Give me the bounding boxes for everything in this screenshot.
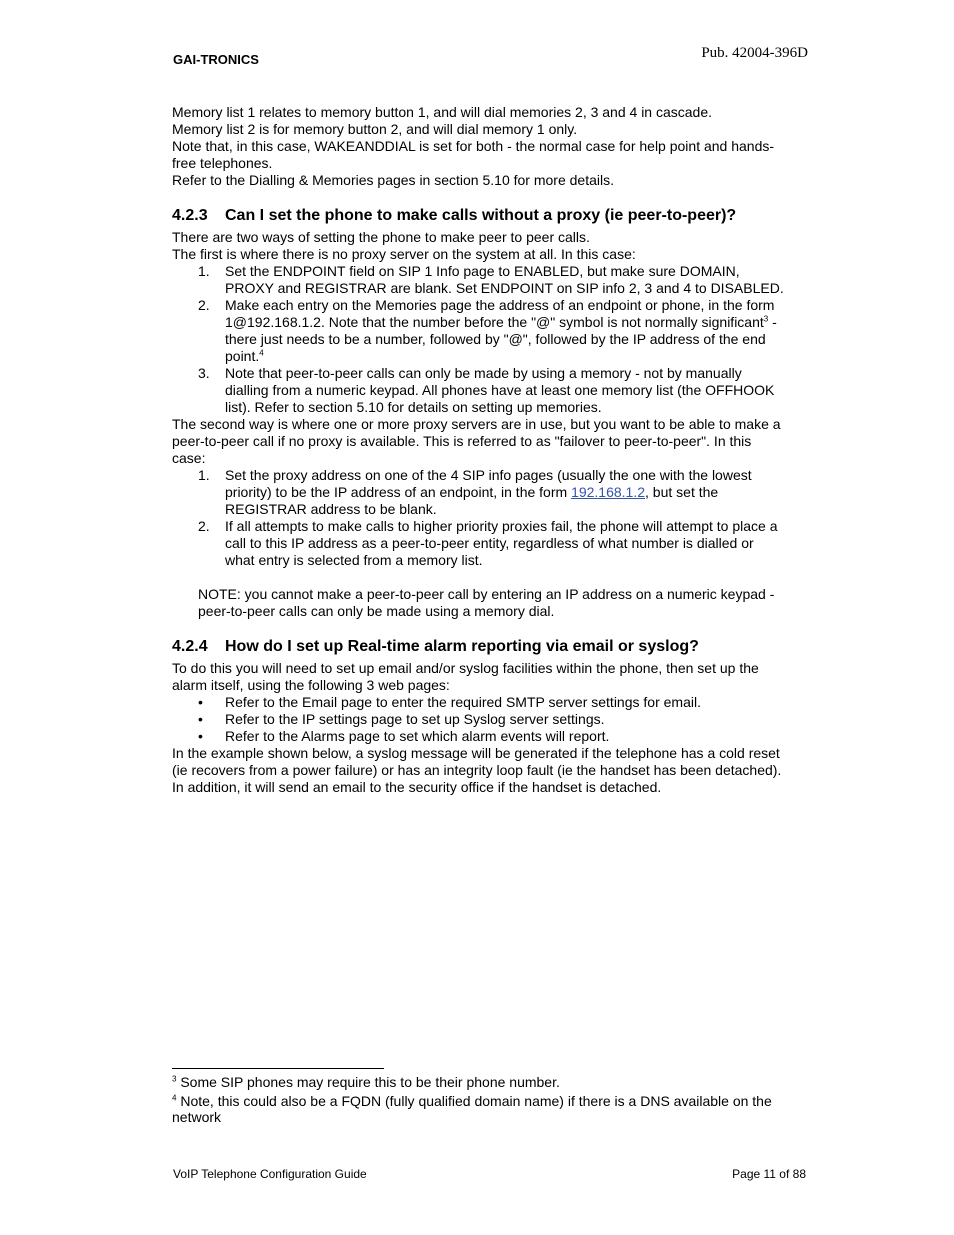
list-text bbox=[225, 467, 784, 518]
list-item bbox=[172, 728, 784, 745]
list-text: Note that peer-to-peer calls can only be made by using a memory - not by manually dialling from a numeric keypad. All phones have at least one memory list (the OFFHOOK list). Refer to section 5.10 for details on setting up memories. bbox=[225, 365, 775, 415]
footnote-number: 4 bbox=[172, 1093, 177, 1103]
section-number: 4.2.4 bbox=[172, 638, 208, 655]
section-title: Can I set the phone to make calls without a proxy (ie peer-to-peer)? bbox=[225, 207, 737, 224]
list-marker: 1. bbox=[198, 467, 210, 483]
ip-address-link[interactable]: 192.168.1.2 bbox=[571, 484, 646, 500]
document-body bbox=[172, 104, 784, 796]
list-item bbox=[172, 263, 784, 297]
paragraph: In the example shown below, a syslog message will be generated if the telephone has a cold reset (ie recovers from a power failure) or has an integrity loop fault (ie the handset has been detached). In addition, it will send an email to the security office if the handset is detached. bbox=[172, 745, 782, 795]
list-marker: 3. bbox=[198, 365, 210, 381]
intro-line: Memory list 2 is for memory button 2, and will dial memory 1 only. bbox=[172, 121, 578, 137]
section-heading-4-2-3 bbox=[172, 206, 784, 225]
bullet-list bbox=[172, 694, 784, 745]
paragraph: To do this you will need to set up email and/or syslog facilities within the phone, then set up the alarm itself, using the following 3 web pages: bbox=[172, 660, 759, 693]
footnote-ref[interactable]: 3 bbox=[763, 314, 769, 324]
list-text: Refer to the IP settings page to set up Syslog server settings. bbox=[225, 711, 605, 727]
section-title: How do I set up Real-time alarm reporting via email or syslog? bbox=[225, 638, 699, 655]
intro-line: Memory list 1 relates to memory button 1, and will dial memories 2, 3 and 4 in cascade. bbox=[172, 104, 713, 120]
footnote-number: 3 bbox=[172, 1074, 177, 1084]
list-marker: 2. bbox=[198, 297, 210, 313]
list-marker: 2. bbox=[198, 518, 210, 534]
section-heading-4-2-4 bbox=[172, 637, 784, 656]
list-text bbox=[225, 297, 784, 365]
bullet-marker: • bbox=[198, 694, 203, 710]
paragraph: There are two ways of setting the phone to make peer to peer calls. bbox=[172, 229, 590, 245]
list-text: If all attempts to make calls to higher priority proxies fail, the phone will attempt to place a call to this IP address as a peer-to-peer entity, regardless of what number is dialled or what entry is selected from a memory list. bbox=[225, 518, 778, 568]
bullet-marker: • bbox=[198, 728, 203, 744]
footnote-separator bbox=[172, 1068, 384, 1069]
company-name: GAI-TRONICS bbox=[173, 52, 259, 67]
note-paragraph: NOTE: you cannot make a peer-to-peer call by entering an IP address on a numeric keypad - peer-to-peer calls can only be made using a memory dial. bbox=[198, 586, 775, 619]
section-number: 4.2.3 bbox=[172, 207, 208, 224]
intro-line: Refer to the Dialling & Memories pages in section 5.10 for more details. bbox=[172, 172, 614, 188]
footnote bbox=[172, 1074, 784, 1090]
page-number: Page 11 of 88 bbox=[732, 1167, 806, 1181]
list-item bbox=[172, 711, 784, 728]
list-text-part: Make each entry on the Memories page the address of an endpoint or phone, in the form 1@192.168.1.2. Note that the number before the "@" symbol is not normally significant bbox=[225, 297, 775, 330]
paragraph: The first is where there is no proxy server on the system at all. In this case: bbox=[172, 246, 636, 262]
publication-number: Pub. 42004-396D bbox=[701, 45, 808, 61]
list-text-part: Set the proxy address on one of the 4 SIP info pages (usually the one with the lowest priority) to be the IP address of an endpoint, in the form bbox=[225, 467, 752, 500]
numbered-list bbox=[172, 467, 784, 569]
footnote-ref[interactable]: 4 bbox=[259, 348, 264, 358]
list-text-part: - there just needs to be a number, followed by "@", followed by the IP address of the end point. bbox=[225, 314, 777, 364]
footnote bbox=[172, 1093, 784, 1125]
list-item bbox=[172, 694, 784, 711]
paragraph: The second way is where one or more proxy servers are in use, but you want to be able to make a peer-to-peer call if no proxy is available. This is referred to as "failover to peer-to-peer". In this case: bbox=[172, 416, 781, 466]
list-text: Refer to the Alarms page to set which alarm events will report. bbox=[225, 728, 610, 744]
list-text: Set the ENDPOINT field on SIP 1 Info page to ENABLED, but make sure DOMAIN, PROXY and REGISTRAR are blank. Set ENDPOINT on SIP info 2, 3 and 4 to DISABLED. bbox=[225, 263, 784, 296]
intro-line: Note that, in this case, WAKEANDDIAL is set for both - the normal case for help point and hands-free telephones. bbox=[172, 138, 775, 171]
list-text-part: , but set the REGISTRAR address to be blank. bbox=[225, 484, 719, 517]
bullet-marker: • bbox=[198, 711, 203, 727]
footer-title: VoIP Telephone Configuration Guide bbox=[173, 1167, 367, 1181]
list-item bbox=[172, 365, 784, 416]
list-item bbox=[172, 297, 784, 365]
footnote-text: Note, this could also be a FQDN (fully qualified domain name) if there is a DNS available on the network bbox=[172, 1093, 772, 1125]
list-marker: 1. bbox=[198, 263, 210, 279]
numbered-list bbox=[172, 263, 784, 416]
list-item bbox=[172, 518, 784, 569]
footnote-text: Some SIP phones may require this to be their phone number. bbox=[176, 1074, 560, 1090]
list-text: Refer to the Email page to enter the required SMTP server settings for email. bbox=[225, 694, 701, 710]
list-item bbox=[172, 467, 784, 518]
